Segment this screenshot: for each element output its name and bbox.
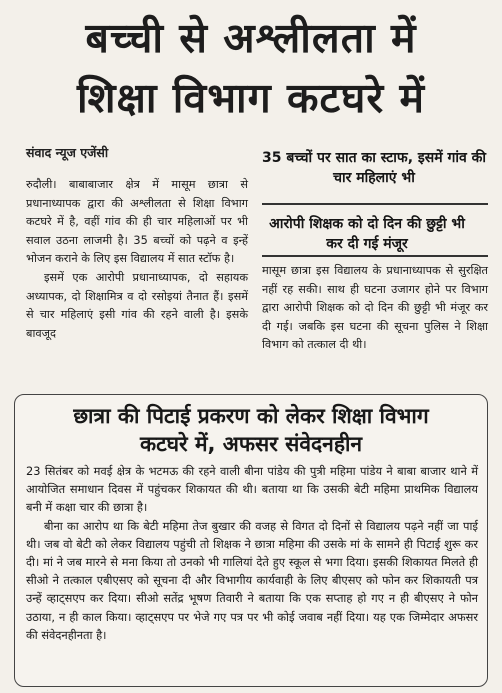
boxed-story-body xyxy=(26,462,478,644)
divider-rule xyxy=(262,255,488,257)
subhead-staff: 35 बच्चों पर सात का स्टाफ, इसमें गांव की चार महिलाएं भी xyxy=(262,150,487,186)
left-paragraph-1: रुदौली। बाबाबाजार क्षेत्र में मासूम छात्रा से प्रधानाध्यापक द्वारा की अश्लीलता से शिक्षा विभाग कटघरे में है, वहीं गांव की ही चार महिलाओं पर भी सवाल उठना लाजमी है। 35 बच्चों को पढ़ने व इन्हें भोजन कराने के लिए इस विद्यालय में सात स्टॉफ है। xyxy=(26,178,248,266)
headline-line-1: बच्ची से अश्लीलता में xyxy=(85,14,417,62)
boxed-paragraph-2: बीना का आरोप था कि बेटी महिमा तेज बुखार की वजह से विगत दो दिनों से विद्यालय पढ़ने नहीं जा पाई थी। जब वो बेटी को लेकर विद्यालय पहुंची तो शिक्षक ने छात्रा महिमा की उसके मां के सामने ही पिटाई शुरू कर दी। मां ने जब मारने से मना किया तो उनको भी गालियां देते हुए स्कूल से भगा दिया। इसकी शिकायत मिलते ही सीओ ने तत्काल एबीएसए को सूचना दी और विभागीय कार्यवाही के लिए बीएसए को फोन कर शिकायती पत्र उन्हें व्हाट्सएप कर दिया। सीओ सतेंद्र भूषण तिवारी ने बताया कि एक सप्ताह हो गए न ही बीएसए ने फोन उठाया, न ही काल किया। व्हाट्सएप पर भेजे गए पत्र पर भी कोई जवाब नहीं दिया। यह एक जिम्मेदार अफसर की संवेदनहीनता है। xyxy=(26,518,478,642)
boxed-headline-line-2: कटघरे में, अफसर संवेदनहीन xyxy=(139,432,363,456)
boxed-headline-line-1: छात्रा की पिटाई प्रकरण को लेकर शिक्षा विभाग xyxy=(73,404,429,428)
headline-line-2: शिक्षा विभाग कटघरे में xyxy=(77,74,425,122)
boxed-story-headline xyxy=(14,402,488,458)
right-paragraph: मासूम छात्रा इस विद्यालय के प्रधानाध्यापक से सुरक्षित नहीं रह सकी। साथ ही घटना उजागर होने पर विभाग द्वारा आरोपी शिक्षक को दो दिन की छुट्टी भी मंजूर कर दी गई। जबकि इस घटना की सूचना पुलिस ने शिक्षा विभाग को तत्काल दी थी। xyxy=(262,264,488,352)
right-column xyxy=(262,262,488,355)
left-column xyxy=(26,176,248,343)
subhead-leave: आरोपी शिक्षक को दो दिन की छुट्टी भी कर दी गई मंजूर xyxy=(269,216,465,252)
byline: संवाद न्यूज एजेंसी xyxy=(26,145,109,160)
boxed-paragraph-1: 23 सितंबर को मवई क्षेत्र के भटमऊ की रहने वाली बीना पांडेय की पुत्री महिमा पांडेय ने बाबा बाजार थाने में आयोजित समाधान दिवस में पहुंचकर शिकायत की थी। बताया था कि उसकी बेटी महिमा प्राथमिक विद्यालय बनी में कक्षा चार की छात्रा है। xyxy=(26,464,478,515)
divider-rule xyxy=(262,203,488,205)
left-paragraph-2: इसमें एक आरोपी प्रधानाध्यापक, दो सहायक अध्यापक, दो शिक्षामित्र व दो रसोइयां तैनात हैं। इसमें से चार महिलाएं इसी गांव की रहने वाली है। इसके बावजूद xyxy=(26,270,248,340)
